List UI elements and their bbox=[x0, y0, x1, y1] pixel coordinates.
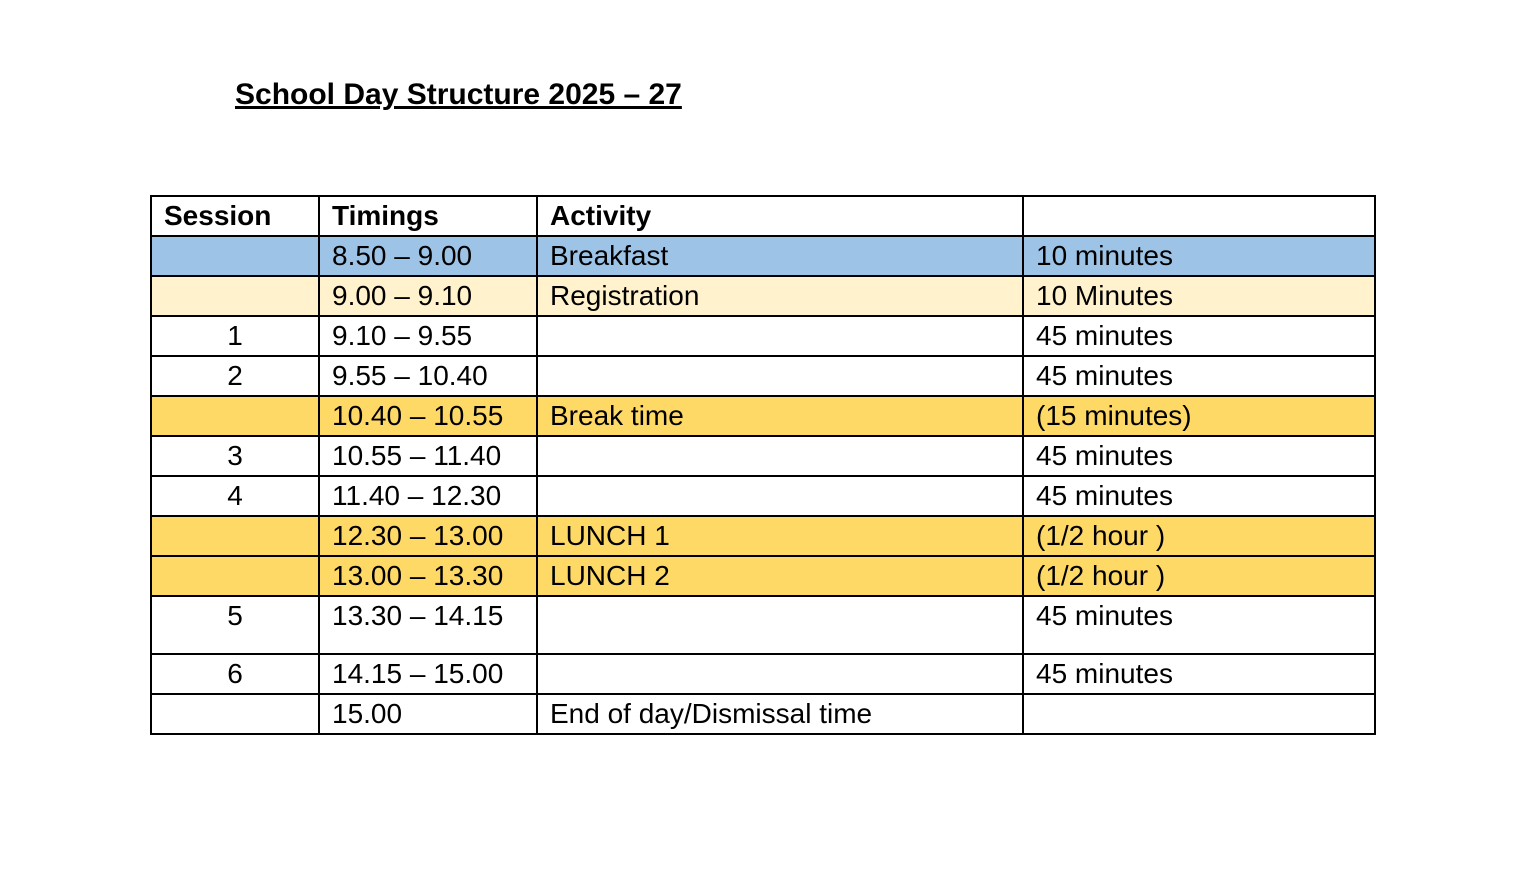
header-duration bbox=[1023, 196, 1375, 236]
activity-cell bbox=[537, 654, 1023, 694]
table-row bbox=[151, 316, 1375, 356]
header-activity: Activity bbox=[537, 196, 1023, 236]
session-cell bbox=[151, 396, 319, 436]
timings-cell: 10.55 – 11.40 bbox=[319, 436, 537, 476]
schedule-table bbox=[150, 195, 1376, 735]
timings-cell: 13.30 – 14.15 bbox=[319, 596, 537, 654]
table-row bbox=[151, 596, 1375, 654]
duration-cell bbox=[1023, 694, 1375, 734]
session-cell bbox=[151, 556, 319, 596]
session-cell: 5 bbox=[151, 596, 319, 654]
header-session: Session bbox=[151, 196, 319, 236]
session-cell bbox=[151, 694, 319, 734]
duration-cell: 45 minutes bbox=[1023, 596, 1375, 654]
timings-cell: 10.40 – 10.55 bbox=[319, 396, 537, 436]
duration-cell: 10 Minutes bbox=[1023, 276, 1375, 316]
duration-cell: 45 minutes bbox=[1023, 436, 1375, 476]
table-row bbox=[151, 556, 1375, 596]
timings-cell: 11.40 – 12.30 bbox=[319, 476, 537, 516]
session-cell: 1 bbox=[151, 316, 319, 356]
table-row bbox=[151, 356, 1375, 396]
duration-cell: (1/2 hour ) bbox=[1023, 516, 1375, 556]
activity-cell bbox=[537, 596, 1023, 654]
session-cell bbox=[151, 236, 319, 276]
table-row bbox=[151, 694, 1375, 734]
page-title: School Day Structure 2025 – 27 bbox=[235, 78, 682, 111]
activity-cell bbox=[537, 476, 1023, 516]
timings-cell: 8.50 – 9.00 bbox=[319, 236, 537, 276]
activity-cell bbox=[537, 316, 1023, 356]
activity-cell: LUNCH 2 bbox=[537, 556, 1023, 596]
timings-cell: 9.00 – 9.10 bbox=[319, 276, 537, 316]
table-row bbox=[151, 236, 1375, 276]
table-header-row bbox=[151, 196, 1375, 236]
duration-cell: 45 minutes bbox=[1023, 356, 1375, 396]
table-row bbox=[151, 436, 1375, 476]
header-timings: Timings bbox=[319, 196, 537, 236]
activity-cell: LUNCH 1 bbox=[537, 516, 1023, 556]
timings-cell: 13.00 – 13.30 bbox=[319, 556, 537, 596]
session-cell: 3 bbox=[151, 436, 319, 476]
activity-cell bbox=[537, 356, 1023, 396]
activity-cell: Registration bbox=[537, 276, 1023, 316]
table-row bbox=[151, 276, 1375, 316]
timings-cell: 9.10 – 9.55 bbox=[319, 316, 537, 356]
session-cell: 4 bbox=[151, 476, 319, 516]
table-row bbox=[151, 396, 1375, 436]
duration-cell: 45 minutes bbox=[1023, 654, 1375, 694]
timings-cell: 9.55 – 10.40 bbox=[319, 356, 537, 396]
timings-cell: 12.30 – 13.00 bbox=[319, 516, 537, 556]
table-row bbox=[151, 516, 1375, 556]
timings-cell: 15.00 bbox=[319, 694, 537, 734]
activity-cell: Breakfast bbox=[537, 236, 1023, 276]
duration-cell: 45 minutes bbox=[1023, 476, 1375, 516]
table-row bbox=[151, 476, 1375, 516]
session-cell bbox=[151, 516, 319, 556]
timings-cell: 14.15 – 15.00 bbox=[319, 654, 537, 694]
session-cell bbox=[151, 276, 319, 316]
duration-cell: (1/2 hour ) bbox=[1023, 556, 1375, 596]
duration-cell: 10 minutes bbox=[1023, 236, 1375, 276]
session-cell: 2 bbox=[151, 356, 319, 396]
activity-cell: Break time bbox=[537, 396, 1023, 436]
activity-cell: End of day/Dismissal time bbox=[537, 694, 1023, 734]
session-cell: 6 bbox=[151, 654, 319, 694]
duration-cell: (15 minutes) bbox=[1023, 396, 1375, 436]
activity-cell bbox=[537, 436, 1023, 476]
duration-cell: 45 minutes bbox=[1023, 316, 1375, 356]
table-row bbox=[151, 654, 1375, 694]
